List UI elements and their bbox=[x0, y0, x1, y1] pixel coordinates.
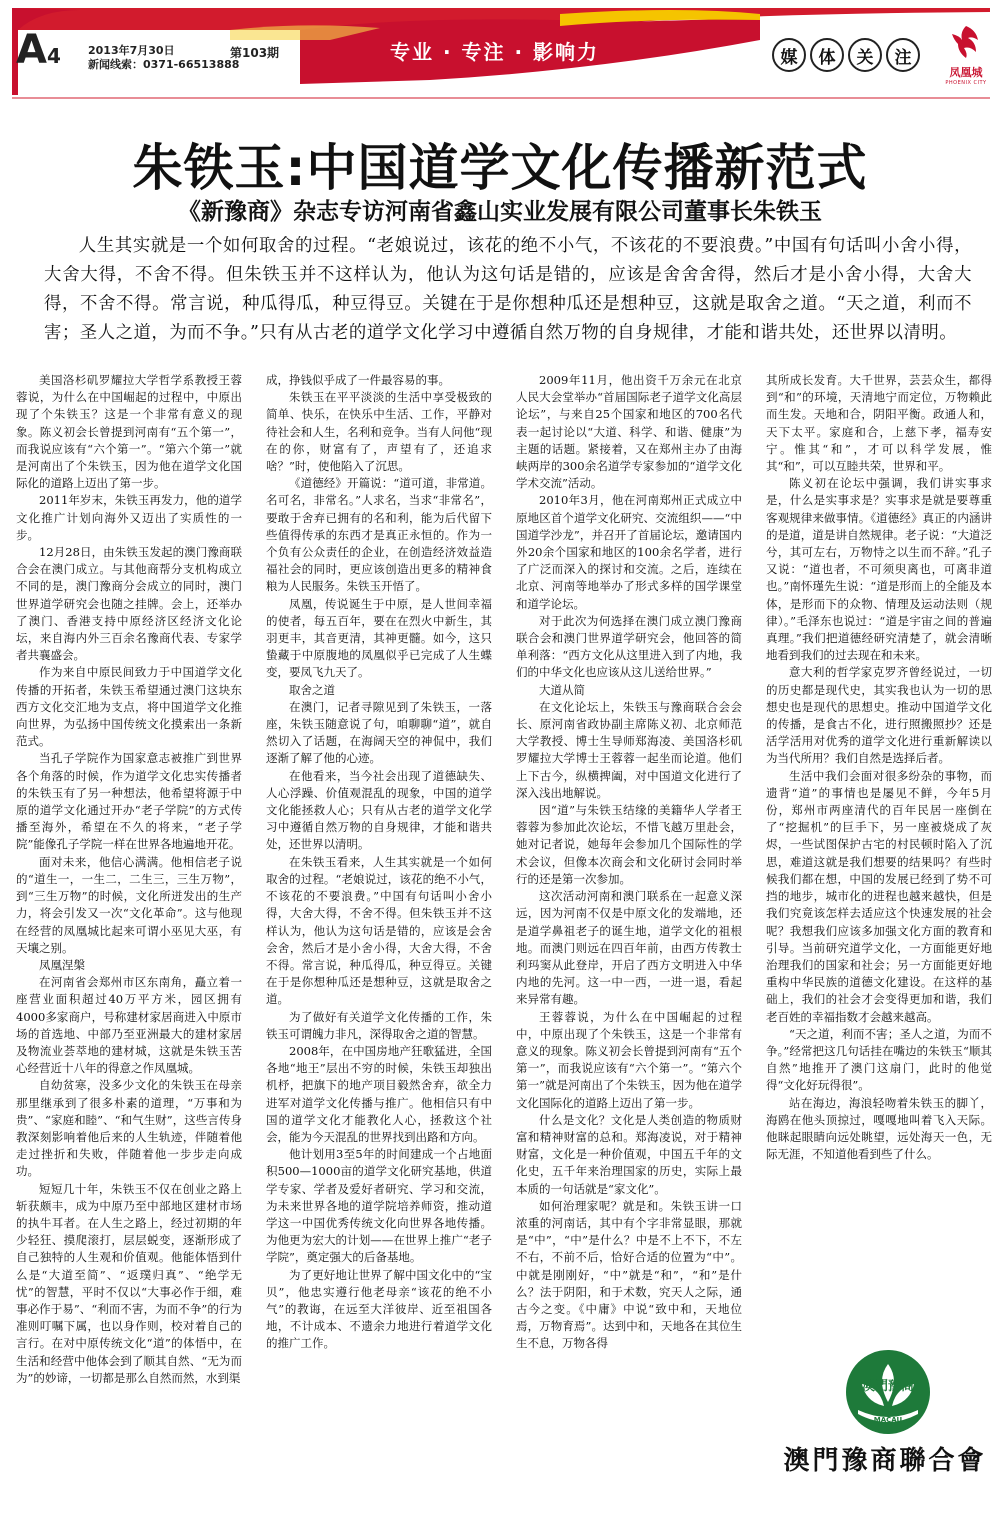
page-number: A4 bbox=[16, 27, 61, 73]
issue-date: 2013年7月30日 bbox=[88, 44, 175, 57]
article-paragraph: 2009年11月，他出资千万余元在北京人民大会堂举办“首届国际老子道学文化高层论坛”，与来自25个国家和地区的700名代表一起讨论以“大道、科学、和谐、健康”为主题的话题。紧接着，又在郑州主办了由海峡两岸的300余名道学专家参加的“道学文化学术交流”活动。 bbox=[516, 373, 742, 491]
article-paragraph: 凤凰，传说诞生于中原，是人世间幸福的使者，每五百年，要在在烈火中新生，其羽更丰，其音更清，其神更髓。如今，这只蛰藏于中原腹地的凤凰似乎已完成了人生蝶变，要凤飞九天了。 bbox=[266, 596, 492, 680]
article-paragraph: 成，挣钱似乎成了一件最容易的事。 bbox=[266, 373, 450, 387]
section-label bbox=[772, 38, 920, 72]
section-char: 关 bbox=[848, 38, 882, 72]
header-banner bbox=[0, 0, 1000, 100]
intro-paragraph: 人生其实就是一个如何取舍的过程。“老娘说过，该花的绝不小气，不该花的不要浪费。”中国有句话叫小舍小得，大舍大得，不舍不得。但朱铁玉并不这样认为，他认为这句话是错的，应该是舍舍舍得，然后才是小舍小得，大舍大得，不舍不得。常言说，种瓜得瓜，种豆得豆。关键在于是你想种瓜还是想种豆，这就是取舍之道。“天之道，利而不害；圣人之道，为而不争。”只有从古老的道学文化学习中遵循自然万物的自身规律，才能和谐共处，还世界以清明。 bbox=[44, 236, 972, 343]
article-paragraph: 凤凰涅槃 bbox=[16, 957, 85, 972]
article-paragraph: 短短几十年，朱铁玉不仅在创业之路上斩获颇丰，成为中原乃至中部地区建材市场的执牛耳者。在人生之路上，经过初期的年少轻狂、摸爬滚打，层层蜕变，逐渐形成了自己独特的人生观和价值观。他能体悟到什么是“大道至简”、“返璞归真”、“绝学无忧”的智慧，平时不仅以“大事必作于细，难事必作于易”、“利而不害，为而不争”的行为准则叮嘱下属，也以身作则，校对着自己的言行。在对中原传统文化“道”的体悟中，在生活和经营中他体会到了顺其自然、“无为而为”的妙谛，一切都是那么自然而然，水到渠 bbox=[16, 1181, 242, 1385]
article-column bbox=[766, 372, 992, 1163]
macau-henan-logo bbox=[828, 1344, 948, 1434]
article-paragraph: 当孔子学院作为国家意志被推广到世界各个角落的时候，作为道学文化忠实传播者的朱铁玉有了另一种想法，他希望将源于中原的道学文化通过开办“老子学院”的方式传播至海外，希望在不久的将来，“老子学院”能像孔子学院一样在世界各地遍地开花。 bbox=[16, 751, 242, 852]
article-paragraph: 朱铁玉在平平淡淡的生活中享受极致的简单、快乐，在快乐中生活、工作，平静对待社会和人生，名利和竞争。当有人问他“现在的你，财富有了，声望有了，还追求啥？”时，使他陷入了沉思。 bbox=[266, 390, 492, 474]
slogan: 专业 · 专注 · 影响力 bbox=[390, 40, 600, 64]
article-paragraph: 2008年，在中国房地产狂歌猛进，全国各地“地王”层出不穷的时候，朱铁玉却独出机杼，把旗下的地产项目毅然舍弃，欲全力进军对道学文化传播与推广。他相信只有中国的道学文化才能教化人心，拯救这个社会，能为今天混乱的世界找到出路和方向。 bbox=[266, 1043, 492, 1144]
brand-name: 凤凰城 bbox=[949, 66, 983, 79]
article-paragraph: 2011年岁末，朱铁玉再发力，他的道学文化推广计划向海外又迈出了实质性的一步。 bbox=[16, 493, 242, 542]
article-paragraph: 《道德经》开篇说：“道可道，非常道。名可名，非常名。”人求名，当求“非常名”，要敢于舍弃已拥有的名和利，能为后代留下些值得传承的东西才是真正永恒的。作为一个负有公众责任的企业，在创造经济效益造福社会的同时，更应该创造出更多的精神食粮为人民服务。朱铁玉开悟了。 bbox=[266, 476, 492, 594]
article-column bbox=[266, 372, 492, 1353]
subheadline: 《新豫商》杂志专访河南省鑫山实业发展有限公司董事长朱铁玉 bbox=[178, 198, 822, 225]
article-column bbox=[16, 372, 242, 1387]
news-hotline: 新闻线索：0371-66513888 bbox=[88, 58, 240, 71]
article-paragraph: 如何治理家呢？就是和。朱铁玉讲一口浓重的河南话，其中有个字非常显眼，那就是“中”，“中”是什么？中是不上不下，不左不右，不前不后，恰好合适的位置为“中”。中就是刚刚好，“中”就是“和”，“和”是什么？法于阴阳，和于术数，究天人之际，通古今之变。《中庸》中说“致中和，天地位焉，万物育焉”。达到中和，天地各在其位生生不息，万物各得 bbox=[516, 1198, 742, 1351]
article-paragraph: 他计划用3至5年的时间建成一个占地面积500—1000亩的道学文化研究基地，供道学专家、学者及爱好者研究、学习和交流，为未来世界各地的道学院培养师资，推动道学这一中国优秀传统文化向世界各地传播。为他更为宏大的计划——在世界上推广“老子学院”，奠定强大的后备基地。 bbox=[266, 1147, 492, 1265]
article-paragraph: 大道从简 bbox=[516, 682, 585, 697]
article-paragraph: 其所成长发育。大千世界，芸芸众生，都得到“和”的环境，天清地宁而定位，万物赖此而生发。天地和合，阴阳平衡。政通人和，天下太平。家庭和合，上慈下孝，福寿安宁。惟其“和”，才可以科学发展，惟其“和”，可以互睦共荣，世界和平。 bbox=[766, 373, 992, 474]
section-char: 媒 bbox=[772, 38, 806, 72]
issue-info bbox=[88, 44, 239, 72]
article-paragraph: 在他看来，当今社会出现了道德缺失、人心浮躁、价值观混乱的现象，中国的道学文化能拯救人心；只有从古老的道学文化学习中遵循自然万物的自身规律，才能和谐共处，还世界以清明。 bbox=[266, 768, 492, 852]
article-paragraph: 陈义初在论坛中强调，我们讲实事求是，什么是实事求是？实事求是就是要尊重客观规律来做事情。《道德经》真正的内涵讲的是道，道是讲自然规律。老子说：“大道泛兮，其可左右，万物恃之以生而不辞。”孔子又说：“道也者，不可须臾离也，可离非道也。”南怀瑾先生说：“道是形而上的全能及本体，是形而下的众物、情理及运动法则（规律）。”毛泽东也说过：“道是宇宙之间的普遍真理。”我们把道德经研究清楚了，就会清晰地看到我们的过去现在和未来。 bbox=[766, 476, 992, 663]
brand-sub: PHOENIX CITY bbox=[945, 80, 987, 86]
article-paragraph: 生活中我们会面对很多纷杂的事物，而遗背“道”的事情也是屡见不鲜，今年5月份，郑州市两座清代的百年民居一座倒在了“挖掘机”的巨手下，另一座被烧成了灰烬，一些试图保护古宅的村民顿时陷入了沉思，难道这就是我们想要的结果吗？有些时候我们都在想，中国的发展已经到了势不可挡的地步，城市化的进程也越来越快，但是我们究竟该怎样去适应这个快速发展的社会呢？我想我们应该多加强文化方面的教育和引导。当前研究道学文化，一方面能更好地治理我们的国家和社会；另一方面能更好地重构中华民族的道德文化建设。在这样的基础上，我们的社会才会变得更加和谐，我们老百姓的幸福指数才会越来越高。 bbox=[766, 768, 992, 1024]
article-paragraph: 在文化论坛上，朱铁玉与豫商联合会会长、原河南省政协副主席陈义初、北京师范大学教授、博士生导师郑海凌、美国洛杉矶罗耀拉大学博士王蓉蓉一起坐而论道。他们上下古今，纵横捭阖，对中国道文化进行了深入浅出地解说。 bbox=[516, 699, 742, 800]
article-paragraph: 面对未来，他信心满满。他相信老子说的“道生一，一生二，二生三，三生万物”，到“三生万物”的时候，文化所迸发出的生产力，将会引发又一次“文化革命”。这与他现在经营的凤凰城比起来可谓小巫见大巫，有天壤之别。 bbox=[16, 854, 242, 955]
issue-number: 第103期 bbox=[230, 46, 280, 60]
association-name: 澳門豫商聯合會 bbox=[783, 1446, 987, 1476]
article-paragraph: 2010年3月，他在河南郑州正式成立中原地区首个道学文化研究、交流组织——“中国道学沙龙”，并召开了首届论坛，邀请国内外20余个国家和地区的100余名学者，进行了广泛而深入的探讨和交流。之后，连续在北京、河南等地举办了形式多样的国学课堂和道学论坛。 bbox=[516, 493, 742, 611]
logo-sub: MACAU bbox=[873, 1416, 903, 1424]
article-paragraph: 作为来自中原民间致力于中国道学文化传播的开拓者，朱铁玉希望通过澳门这块东西方文化交汇地为支点，将中国道学文化推向世界，为弘扬中国传统文化摸索出一条新范式。 bbox=[16, 665, 242, 749]
article-paragraph: 对于此次为何选择在澳门成立澳门豫商联合会和澳门世界道学研究会，他回答的简单利落：“西方文化从这里进入到了内地，我们的中华文化也应该从这儿送给世界。” bbox=[516, 613, 742, 680]
article-paragraph: 美国洛杉矶罗耀拉大学哲学系教授王蓉蓉说，为什么在中国崛起的过程中，中原出现了个朱铁玉？这是一个非常有意义的现象。陈义初会长曾提到河南有“五个第一”，而我说应该有“六个第一”。“第六个第一”就是河南出了个朱铁玉，因为他在道学文化国际化的道路上迈出了第一步。 bbox=[16, 373, 242, 491]
section-char: 注 bbox=[886, 38, 920, 72]
article-body bbox=[16, 372, 992, 1510]
article-column bbox=[516, 372, 742, 1353]
article-paragraph: 什么是文化？文化是人类创造的物质财富和精神财富的总和。郑海凌说，对于精神财富，文化是一种价值观，中国五千年的文化史，五千年来治理国家的历史，实际上最本质的一句话就是“家文化”。 bbox=[516, 1112, 742, 1196]
article-paragraph: 取舍之道 bbox=[266, 682, 335, 697]
phoenix-icon bbox=[946, 24, 986, 60]
article-paragraph: 为了做好有关道学文化传播的工作，朱铁玉可谓魄力非凡，深得取舍之道的智慧。 bbox=[266, 1009, 492, 1041]
article-paragraph: 在河南省会郑州市区东南角，矗立着一座营业面积超过40万平方米，园区拥有4000多家商户，号称建材家居商进入中原市场的首选地、中部乃至亚洲最大的建材家居及物流业荟萃地的建材城，这就是朱铁玉苦心经营近十八年的得意之作凤凰城。 bbox=[16, 975, 242, 1076]
lotus-emblem-icon bbox=[828, 1344, 948, 1436]
article-paragraph: 为了更好地让世界了解中国文化中的“宝贝”，他忠实遵行他老母亲“该花的绝不小气”的教诲，在远至大洋彼岸、近至祖国各地，不计成本、不遗余力地进行着道学文化的推广工作。 bbox=[266, 1267, 492, 1351]
article-paragraph: 意大利的哲学家克罗齐曾经说过，一切的历史都是现代史，其实我也认为一切的思想史也是现代的思想史。推动中国道学文化的传播，是食古不化，进行照搬照抄？还是活学活用对优秀的道学文化进行重新解读以为当代所用？我们自然是选择后者。 bbox=[766, 665, 992, 766]
article-paragraph: 站在海边，海浪轻吻着朱铁玉的脚丫，海鸥在他头顶掠过，嘎嘎地叫着飞入天际。他眯起眼睛向远处眺望，远处海天一色，无际无涯，不知道他看到些了什么。 bbox=[766, 1095, 992, 1162]
brand-logo bbox=[940, 24, 992, 86]
article-paragraph: 王蓉蓉说，为什么在中国崛起的过程中，中原出现了个朱铁玉，这是一个非常有意义的现象。陈义初会长曾提到河南有“五个第一”，而我说应该有“六个第一”。“第六个第一”就是河南出了个朱铁玉，因为他在道学文化国际化的道路上迈出了第一步。 bbox=[516, 1009, 742, 1110]
article-paragraph: 12月28日，由朱铁玉发起的澳门豫商联合会在澳门成立。与其他商帮分支机构成立不同的是，澳门豫商分会成立的同时，澳门世界道学研究会也随之挂牌。会上，还举办了澳门、香港支持中原经济区经济文化论坛，来自海内外三百余名豫商代表、专家学者共襄盛会。 bbox=[16, 545, 242, 663]
section-char: 体 bbox=[810, 38, 844, 72]
article-paragraph: 自幼贫寒，没多少文化的朱铁玉在母亲那里继承到了很多朴素的道理，“万事和为贵”、“家庭和睦”、“和气生财”，这些言传身教深刻影响着他后来的人生轨迹，伴随着他走过挫折和失败，伴随着他一步步走向成功。 bbox=[16, 1078, 242, 1179]
headline: 朱铁玉:中国道学文化传播新范式 bbox=[132, 139, 868, 197]
article-paragraph: 在朱铁玉看来，人生其实就是一个如何取舍的过程。“老娘说过，该花的绝不小气，不该花的不要浪费。”中国有句话叫小舍小得，大舍大得，不舍不得。但朱铁玉并不这样认为，他认为这句话是错的，应该是会舍会舍，然后才是小舍小得，大舍大得，不舍不得。常言说，种瓜得瓜，种豆得豆。关键在于是你想种瓜还是想种豆，这就是取舍之道。 bbox=[266, 854, 492, 1007]
article-paragraph: 在澳门，记者寻隙见到了朱铁玉，一落座，朱铁玉随意说了句，咱聊聊“道”，就自然切入了话题，在海阔天空的神侃中，我们逐渐了解了他的心迹。 bbox=[266, 699, 492, 766]
article-paragraph: 这次活动河南和澳门联系在一起意义深远，因为河南不仅是中原文化的发端地，还是道学鼻祖老子的诞生地，道学文化的祖根地。而澳门则远在四百年前，由西方传教士利玛窦从此登岸，开启了西方文明进入中华内地的先河。这一中一西，一进一退，看起来异常有趣。 bbox=[516, 889, 742, 1007]
article-paragraph: 因“道”与朱铁玉结缘的美籍华人学者王蓉蓉为参加此次论坛，不惜飞越万里赴会，她对记者说，她每年会参加几个国际性的学术会议，但像本次商会和文化研讨会同时举行的还是第一次参加。 bbox=[516, 803, 742, 886]
logo-name: 澳門豫商 bbox=[861, 1379, 915, 1394]
article-paragraph: “天之道，利而不害；圣人之道，为而不争。”经常把这几句话挂在嘴边的朱铁玉“顺其自然”地推开了澳门这扇门，此时的他觉得“文化好玩得很”。 bbox=[766, 1026, 992, 1093]
